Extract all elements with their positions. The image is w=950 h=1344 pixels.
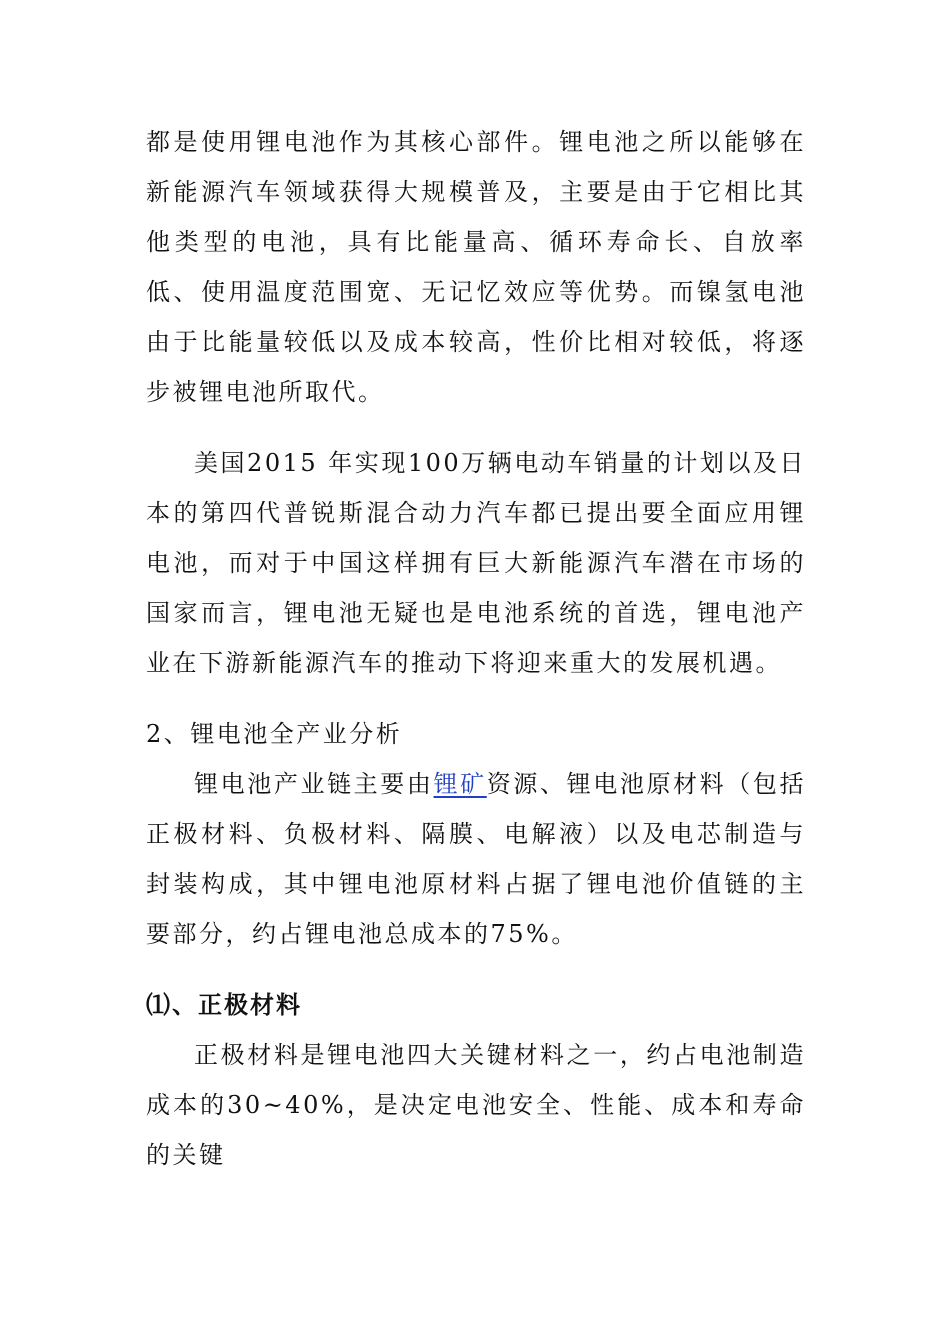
paragraph-industry-chain xyxy=(146,759,806,959)
paragraph-market-outlook: 美国2015 年实现100万辆电动车销量的计划以及日本的第四代普锐斯混合动力汽车都已提出要全面应用锂电池，而对于中国这样拥有巨大新能源汽车潜在市场的国家而言，锂电池无疑也是电池系统的首选，锂电池产业在下游新能源汽车的推动下将迎来重大的发展机遇。 xyxy=(146,449,806,677)
industry-chain-text-start: 锂电池产业链主要由 xyxy=(194,770,434,798)
paragraph-lithium-battery-advantages: 都是使用锂电池作为其核心部件。锂电池之所以能够在新能源汽车领域获得大规模普及，主要是由于它相比其他类型的电池，具有比能量高、循环寿命长、自放率低、使用温度范围宽、无记忆效应等优势。而镍氢电池由于比能量较低以及成本较高，性价比相对较低，将逐步被锂电池所取代。 xyxy=(146,128,806,406)
lithium-ore-link[interactable]: 锂矿 xyxy=(433,770,487,798)
industry-chain-text-end: 资源、锂电池原材料（包括正极材料、负极材料、隔膜、电解液）以及电芯制造与封装构成，其中锂电池原材料占据了锂电池价值链的主要部分，约占锂电池总成本的75%。 xyxy=(146,770,807,948)
paragraph-cathode-material: 正极材料是锂电池四大关键材料之一，约占电池制造成本的30~40%，是决定电池安全、性能、成本和寿命的关键 xyxy=(146,1041,806,1169)
subsection-heading-cathode-material: ⑴、正极材料 xyxy=(146,991,302,1019)
document-body xyxy=(146,117,806,1180)
section-heading-industry-analysis: 2、锂电池全产业分析 xyxy=(146,720,403,748)
